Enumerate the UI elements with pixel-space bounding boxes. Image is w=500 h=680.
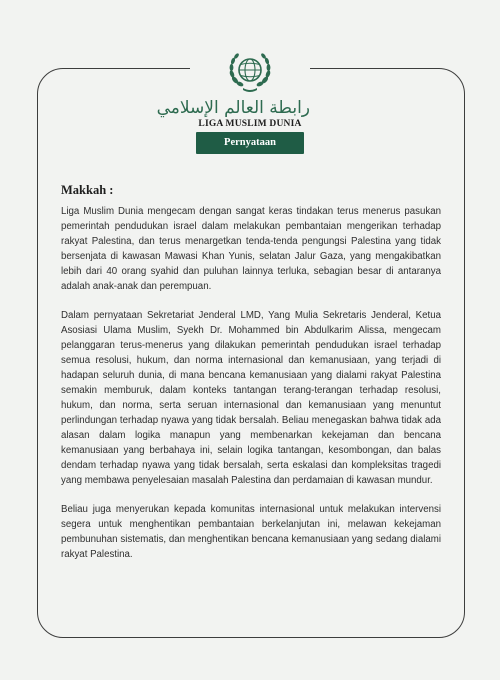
dateline: Makkah : [61,183,114,197]
organization-name: LIGA MUSLIM DUNIA [198,119,302,129]
arabic-organization-name: رابطة العالم الإسلامي [156,98,310,118]
organization-logo [156,50,310,154]
paragraph-3: Beliau juga menyerukan kepada komunitas internasional untuk melakukan intervensi segera untuk menghentikan pembantaian berkelanjutan ini, melawan kekejaman pembunuhan sistematis, dan menghentikan bencana kemanusiaan yang sedang dialami rakyat Palestina. [61,504,441,560]
paragraph-2: Dalam pernyataan Sekretariat Jenderal LMD, Yang Mulia Sekretaris Jenderal, Ketua Asosiasi Ulama Muslim, Syekh Dr. Mohammed bin Abdulkarim Alissa, mengecam pelanggaran terus-menerus yang dilakukan pemerintah pendudukan israel terhadap semua resolusi, hukum, dan norma internasional dan kemanusiaan, yang terjadi di hadapan seluruh dunia, di mana bencana kemanusiaan yang dialami rakyat Palestina semakin memburuk, dalam konteks tantangan terang-terangan terhadap resolusi, hukum, dan norma, serta seruan internasional dan kemanusiaan yang menuntut perlindungan terhadap nyawa yang tidak bersalah. Beliau menegaskan bahwa tidak ada alasan dalam logika manapun yang membenarkan kekejaman dan bencana kemanusiaan yang berbahaya ini, selain logika tantangan, kesombongan, dan balas dendam terhadap nyawa yang tidak bersalah, serta eskalasi dan kompleksitas tragedi yang membawa penyelesaian masalah Palestina dan perdamaian di kawasan mundur. [61,310,441,486]
globe-laurel-emblem-icon [223,50,277,96]
paragraph-1: Liga Muslim Dunia mengecam dengan sangat keras tindakan terus menerus pasukan pemerintah pendudukan israel dalam melakukan pembantaian mengerikan terhadap rakyat Palestina, dan terus menargetkan tenda-tenda pengungsi Palestina yang tidak bersenjata di kawasan Mawasi Khan Yunis, selatan Jalur Gaza, yang mengakibatkan lebih dari 40 orang syahid dan puluhan lainnya terluka, sebagian besar di antaranya adalah anak-anak dan perempuan. [61,206,441,292]
document-body [61,183,441,576]
statement-badge: Pernyataan [196,132,304,154]
